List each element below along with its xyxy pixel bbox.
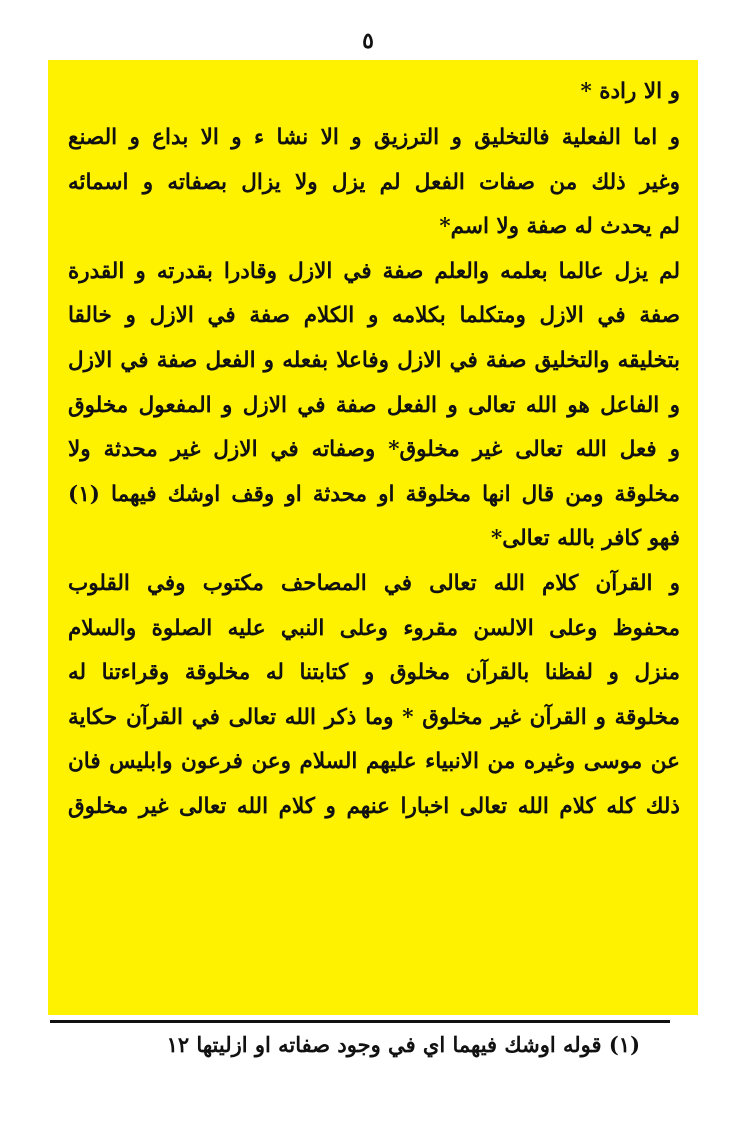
text-line: مخلوقة ومن قال انها مخلوقة او محدثة او وقف اوشك فيهما (١) <box>68 481 680 507</box>
text-line: مخلوقة و القرآن غير مخلوق * وما ذكر الله تعالى في القرآن حكاية <box>68 704 680 730</box>
text-line: عن موسى وغيره من الانبياء عليهم السلام وعن فرعون وابليس فان <box>68 749 680 775</box>
text-line: وغير ذلك من صفات الفعل لم يزل ولا يزال بصفاته و اسمائه <box>68 169 680 195</box>
text-line: لم يحدث له صفة ولا اسم* <box>439 214 680 240</box>
footnote-divider <box>50 1020 670 1023</box>
text-line: و الفاعل هو الله تعالى و الفعل صفة في الازل و المفعول مخلوق <box>68 392 680 418</box>
text-line: و الا رادة * <box>580 79 680 104</box>
text-line: و اما الفعلية فالتخليق و الترزيق و الا نشا ء و الا بداع و الصنع <box>68 125 680 150</box>
page-number: ٥ <box>362 28 374 54</box>
text-line: بتخليقه والتخليق صفة في الازل وفاعلا بفعله و الفعل صفة في الازل <box>68 347 680 373</box>
main-text <box>68 60 680 830</box>
text-line: فهو كافر بالله تعالى* <box>490 526 680 552</box>
text-line: منزل و لفظنا بالقرآن مخلوق و كتابتنا له مخلوقة وقراءتنا له <box>68 660 680 686</box>
text-line: لم يزل عالما بعلمه والعلم صفة في الازل وقادرا بقدرته و القدرة <box>68 258 680 284</box>
text-line: ذلك كله كلام الله تعالى اخبارا عنهم و كلام الله تعالى غير مخلوق <box>68 793 680 819</box>
footnote: (١) قوله اوشك فيهما اي في وجود صفاته او ازليتها ١٢ <box>166 1032 640 1057</box>
text-line: محفوظ وعلى الالسن مقروء وعلى النبي عليه الصلوة والسلام <box>68 615 680 641</box>
text-line: و فعل الله تعالى غير مخلوق* وصفاته في الازل غير محدثة ولا <box>68 437 680 463</box>
text-line: صفة في الازل ومتكلما بكلامه و الكلام صفة في الازل و خالقا <box>68 303 680 329</box>
text-line: و القرآن كلام الله تعالى في المصاحف مكتوب وفي القلوب <box>68 570 680 596</box>
